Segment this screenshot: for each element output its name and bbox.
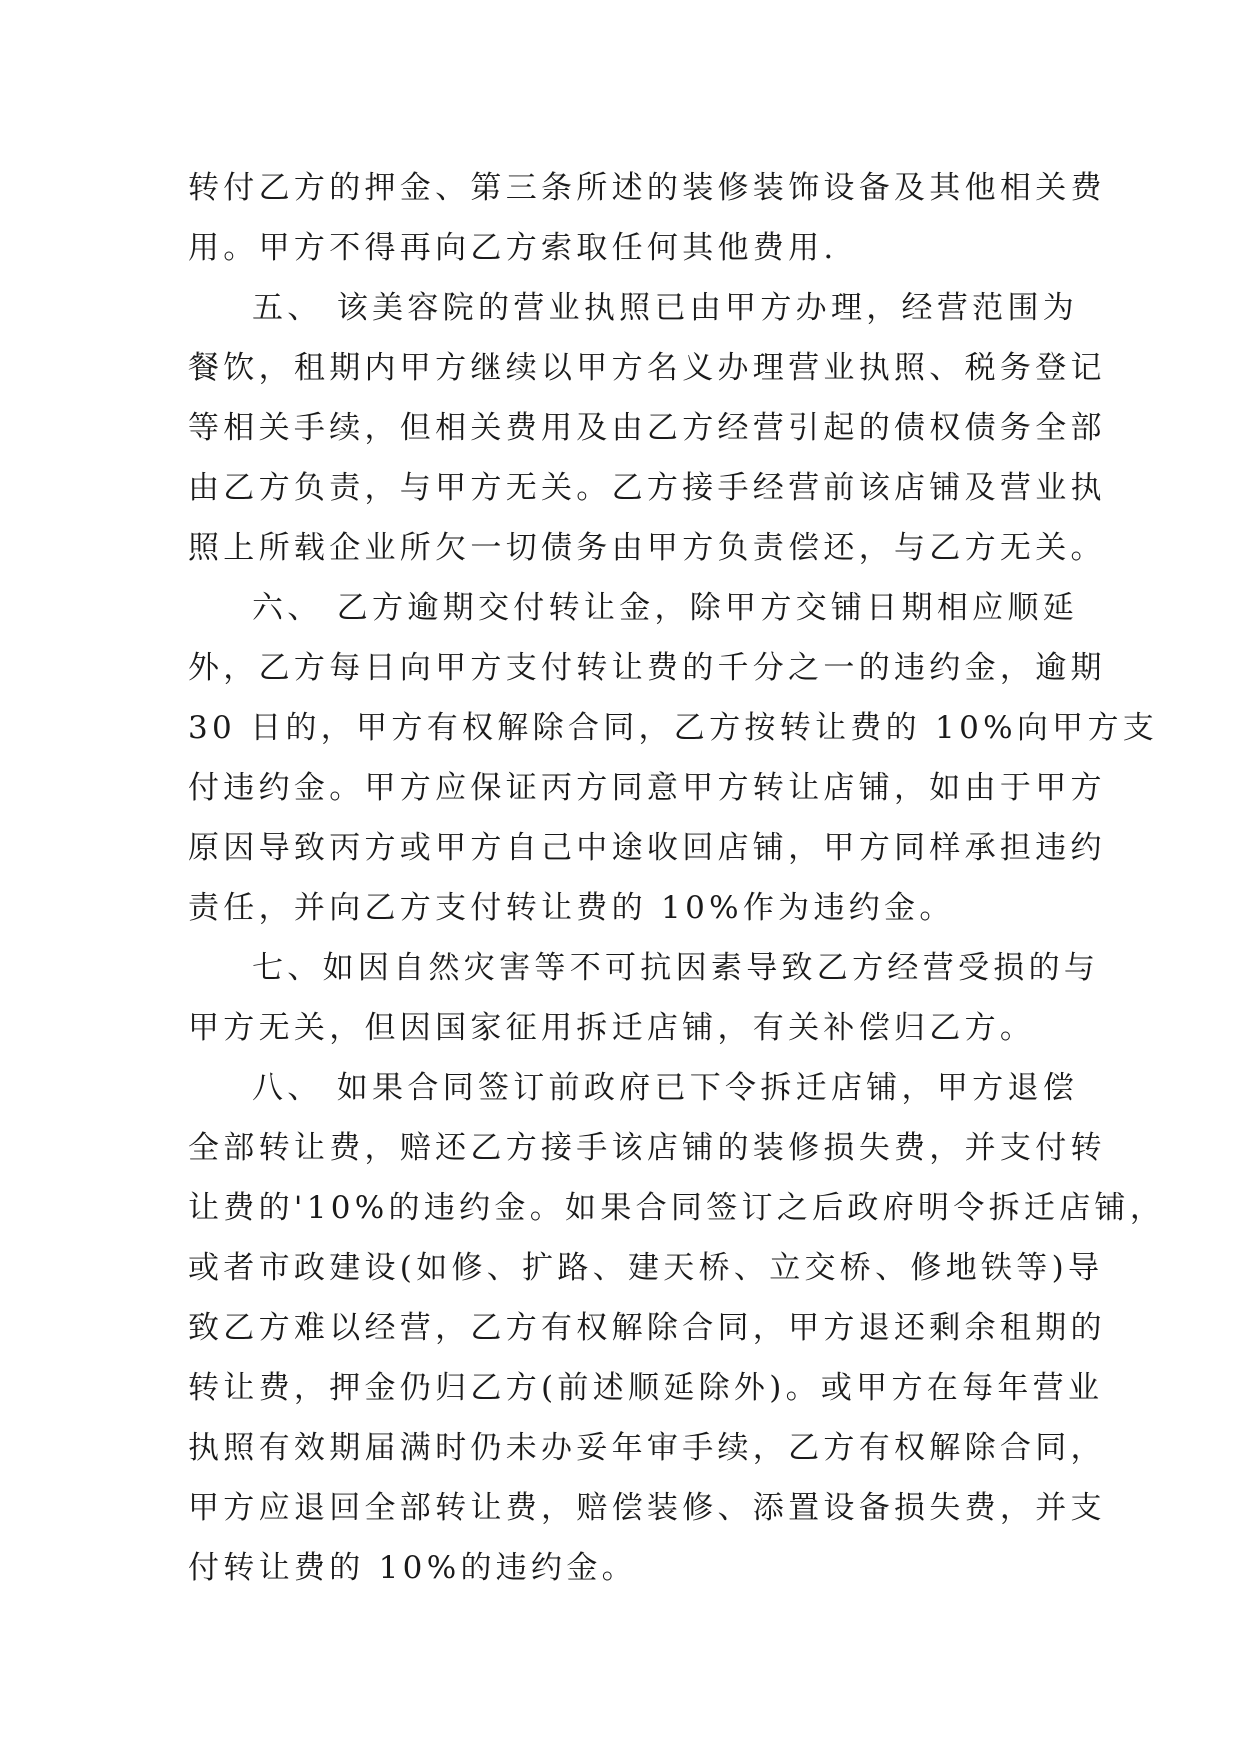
text-line: 付违约金。甲方应保证丙方同意甲方转让店铺，如由于甲方 [188,770,1106,806]
text-line: 甲方无关，但因国家征用拆迁店铺，有关补偿归乙方。 [188,1010,1036,1046]
text-line: 或者市政建设(如修、扩路、建天桥、立交桥、修地铁等)导 [188,1250,1104,1286]
text-line: 甲方应退回全部转让费，赔偿装修、添置设备损失费，并支 [188,1490,1106,1526]
text-line: 外，乙方每日向甲方支付转让费的千分之一的违约金，逾期 [188,650,1106,686]
text-line: 执照有效期届满时仍未办妥年审手续，乙方有权解除合同， [188,1430,1106,1466]
text-line: 转付乙方的押金、第三条所述的装修装饰设备及其他相关费 [188,170,1106,206]
text-line: 用。甲方不得再向乙方索取任何其他费用. [188,230,838,266]
text-line: 五、 该美容院的营业执照已由甲方办理，经营范围为 [252,290,1079,326]
text-line: 八、 如果合同签订前政府已下令拆迁店铺，甲方退偿 [252,1070,1079,1106]
text-line: 等相关手续，但相关费用及由乙方经营引起的债权债务全部 [188,410,1106,446]
contract-body-text [188,158,1166,1598]
text-line: 致乙方难以经营，乙方有权解除合同，甲方退还剩余租期的 [188,1310,1106,1346]
text-line: 让费的'10%的违约金。如果合同签订之后政府明令拆迁店铺， [188,1190,1166,1226]
text-line: 六、 乙方逾期交付转让金，除甲方交铺日期相应顺延 [252,590,1079,626]
text-line: 全部转让费，赔还乙方接手该店铺的装修损失费，并支付转 [188,1130,1106,1166]
text-line: 由乙方负责，与甲方无关。乙方接手经营前该店铺及营业执 [188,470,1106,506]
text-line: 30 日的，甲方有权解除合同，乙方按转让费的 10%向甲方支 [188,710,1159,746]
text-line: 责任，并向乙方支付转让费的 10%作为违约金。 [188,890,955,926]
text-line: 转让费，押金仍归乙方(前述顺延除外)。或甲方在每年营业 [188,1370,1104,1406]
text-line: 付转让费的 10%的违约金。 [188,1550,637,1586]
text-line: 照上所载企业所欠一切债务由甲方负责偿还，与乙方无关。 [188,530,1106,566]
text-line: 餐饮，租期内甲方继续以甲方名义办理营业执照、税务登记 [188,350,1106,386]
text-line: 原因导致丙方或甲方自己中途收回店铺，甲方同样承担违约 [188,830,1106,866]
text-line: 七、如因自然灾害等不可抗因素导致乙方经营受损的与 [252,950,1100,986]
